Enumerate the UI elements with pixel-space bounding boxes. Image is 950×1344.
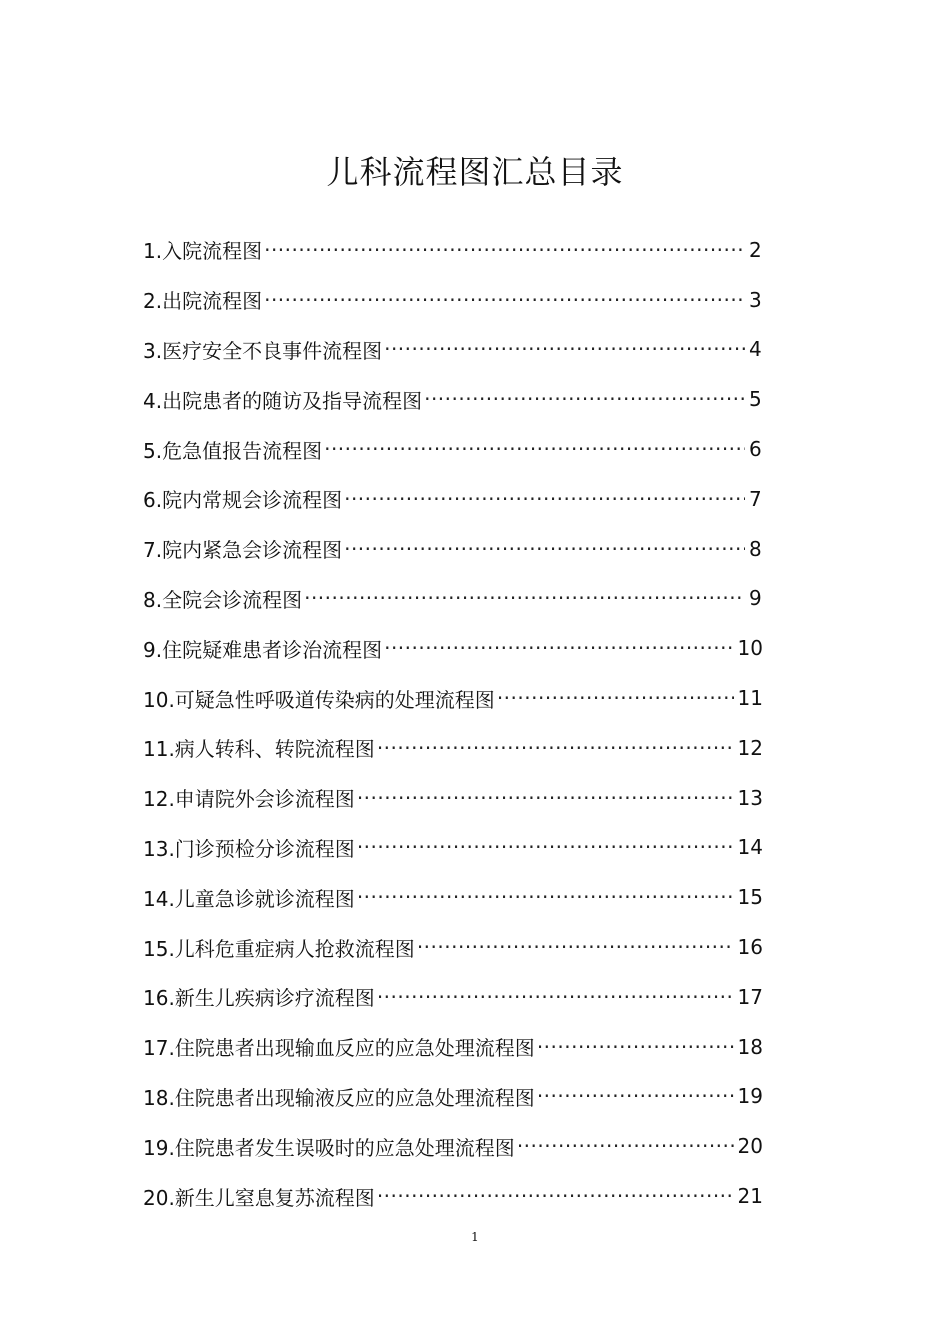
toc-entry-label: 12.申请院外会诊流程图 xyxy=(143,787,355,812)
toc-entry-page: 14 xyxy=(737,835,763,860)
toc-entry-19[interactable] xyxy=(143,1121,763,1171)
toc-entry-1[interactable] xyxy=(143,225,763,275)
table-of-contents xyxy=(143,225,763,1221)
page-number: 1 xyxy=(471,1230,479,1244)
toc-entry-17[interactable] xyxy=(143,1022,763,1072)
dot-leader xyxy=(264,287,745,313)
toc-entry-label: 17.住院患者出现输血反应的应急处理流程图 xyxy=(143,1036,535,1061)
toc-entry-page: 2 xyxy=(749,237,762,262)
toc-entry-label: 13.门诊预检分诊流程图 xyxy=(143,836,355,861)
toc-entry-page: 15 xyxy=(737,885,763,910)
toc-entry-page: 20 xyxy=(737,1134,763,1159)
toc-entry-10[interactable] xyxy=(143,673,763,723)
toc-entry-18[interactable] xyxy=(143,1072,763,1122)
toc-entry-label: 7.院内紧急会诊流程图 xyxy=(143,538,343,563)
toc-entry-label: 8.全院会诊流程图 xyxy=(143,587,303,612)
toc-entry-page: 13 xyxy=(737,785,763,810)
toc-entry-2[interactable] xyxy=(143,275,763,325)
toc-entry-page: 16 xyxy=(737,935,763,960)
toc-entry-label: 9.住院疑难患者诊治流程图 xyxy=(143,637,383,662)
dot-leader xyxy=(304,585,745,611)
toc-entry-page: 8 xyxy=(749,536,762,561)
toc-entry-label: 6.院内常规会诊流程图 xyxy=(143,488,343,513)
toc-entry-4[interactable] xyxy=(143,374,763,424)
toc-entry-3[interactable] xyxy=(143,325,763,375)
toc-entry-page: 3 xyxy=(749,287,762,312)
dot-leader xyxy=(497,685,734,711)
toc-entry-9[interactable] xyxy=(143,623,763,673)
toc-entry-label: 10.可疑急性呼吸道传染病的处理流程图 xyxy=(143,687,495,712)
toc-entry-page: 4 xyxy=(749,337,762,362)
page-title: 儿科流程图汇总目录 xyxy=(326,153,624,192)
toc-entry-label: 11.病人转科、转院流程图 xyxy=(143,737,375,762)
dot-leader xyxy=(377,735,734,761)
toc-entry-label: 5.危急值报告流程图 xyxy=(143,438,323,463)
dot-leader xyxy=(377,984,734,1010)
toc-entry-label: 18.住院患者出现输液反应的应急处理流程图 xyxy=(143,1085,535,1110)
dot-leader xyxy=(377,1183,734,1209)
toc-entry-16[interactable] xyxy=(143,972,763,1022)
toc-entry-label: 15.儿科危重症病人抢救流程图 xyxy=(143,936,415,961)
toc-entry-label: 3.医疗安全不良事件流程图 xyxy=(143,338,383,363)
toc-entry-label: 1.入院流程图 xyxy=(143,239,263,264)
dot-leader xyxy=(384,635,733,661)
dot-leader xyxy=(384,336,745,362)
toc-entry-page: 10 xyxy=(737,636,763,661)
toc-entry-page: 7 xyxy=(749,486,762,511)
toc-entry-page: 11 xyxy=(737,686,763,711)
dot-leader xyxy=(344,486,745,512)
toc-entry-6[interactable] xyxy=(143,474,763,524)
toc-entry-page: 18 xyxy=(737,1034,763,1059)
toc-entry-label: 16.新生儿疾病诊疗流程图 xyxy=(143,986,375,1011)
toc-entry-page: 6 xyxy=(749,437,762,462)
toc-entry-page: 17 xyxy=(737,984,763,1009)
toc-entry-page: 5 xyxy=(749,387,762,412)
dot-leader xyxy=(417,934,734,960)
dot-leader xyxy=(357,785,734,811)
toc-entry-page: 21 xyxy=(737,1184,763,1209)
toc-entry-14[interactable] xyxy=(143,872,763,922)
dot-leader xyxy=(424,386,745,412)
dot-leader xyxy=(517,1133,734,1159)
dot-leader xyxy=(344,536,745,562)
toc-entry-label: 4.出院患者的随访及指导流程图 xyxy=(143,388,423,413)
dot-leader xyxy=(264,237,745,263)
toc-entry-page: 12 xyxy=(737,735,763,760)
dot-leader xyxy=(324,436,745,462)
dot-leader xyxy=(537,1034,734,1060)
toc-entry-page: 9 xyxy=(749,586,762,611)
toc-entry-8[interactable] xyxy=(143,574,763,624)
toc-entry-7[interactable] xyxy=(143,524,763,574)
dot-leader xyxy=(357,884,734,910)
toc-entry-label: 19.住院患者发生误吸时的应急处理流程图 xyxy=(143,1135,515,1160)
toc-entry-11[interactable] xyxy=(143,723,763,773)
toc-entry-page: 19 xyxy=(737,1084,763,1109)
dot-leader xyxy=(357,834,734,860)
toc-entry-label: 20.新生儿窒息复苏流程图 xyxy=(143,1185,375,1210)
toc-entry-20[interactable] xyxy=(143,1171,763,1221)
toc-entry-label: 2.出院流程图 xyxy=(143,289,263,314)
toc-entry-15[interactable] xyxy=(143,922,763,972)
toc-entry-label: 14.儿童急诊就诊流程图 xyxy=(143,886,355,911)
toc-entry-12[interactable] xyxy=(143,773,763,823)
toc-entry-13[interactable] xyxy=(143,823,763,873)
dot-leader xyxy=(537,1083,734,1109)
toc-entry-5[interactable] xyxy=(143,424,763,474)
